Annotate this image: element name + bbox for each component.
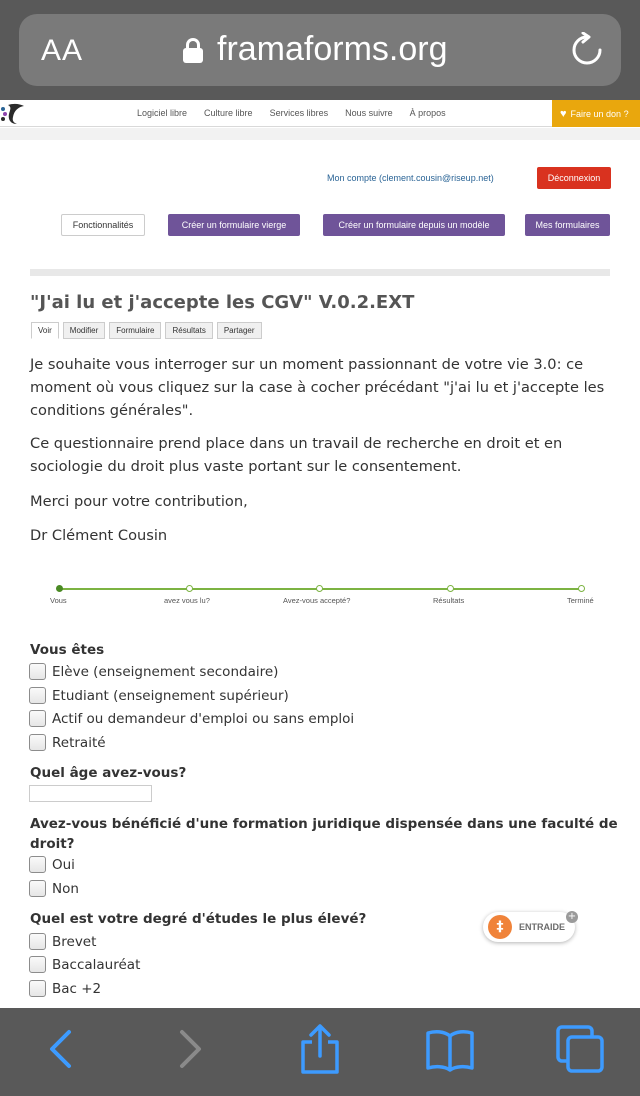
features-button[interactable]: Fonctionnalités bbox=[61, 214, 145, 236]
checkbox-option[interactable] bbox=[29, 856, 75, 873]
help-signpost-icon: ‡ bbox=[488, 915, 512, 939]
nav-link-a-propos[interactable]: À propos bbox=[409, 108, 446, 118]
progress-step-dot bbox=[186, 585, 193, 592]
framasoft-nav-links bbox=[137, 108, 463, 118]
checkbox[interactable] bbox=[29, 956, 46, 973]
checkbox-option[interactable] bbox=[29, 734, 106, 751]
form-tabs bbox=[31, 322, 262, 339]
checkbox[interactable] bbox=[29, 933, 46, 950]
bookmarks-icon[interactable] bbox=[425, 1024, 475, 1074]
text-size-label: AA bbox=[41, 34, 84, 67]
question-label: Vous êtes bbox=[30, 642, 105, 658]
option-label: Bac +2 bbox=[52, 980, 102, 997]
donate-label: Faire un don ? bbox=[570, 108, 629, 119]
intro-paragraph: Je souhaite vous interroger sur un moment passionnant de votre vie 3.0: ce moment où vous cliquez sur la case à cocher précédant "j'ai lu et j'accepte les conditions générales". bbox=[30, 356, 605, 419]
checkbox-option[interactable] bbox=[29, 956, 140, 973]
create-from-template-button[interactable]: Créer un formulaire depuis un modèle bbox=[323, 214, 505, 236]
top-divider bbox=[0, 128, 640, 140]
checkbox[interactable] bbox=[29, 980, 46, 997]
intro-signature: Dr Clément Cousin bbox=[30, 527, 168, 544]
progress-step-label: avez vous lu? bbox=[164, 596, 210, 605]
checkbox-option[interactable] bbox=[29, 663, 278, 680]
checkbox[interactable] bbox=[29, 710, 46, 727]
option-label: Retraité bbox=[52, 734, 106, 751]
option-label: Elève (enseignement secondaire) bbox=[52, 663, 279, 680]
intro-paragraph: Merci pour votre contribution, bbox=[30, 493, 248, 510]
tab-modifier[interactable]: Modifier bbox=[63, 322, 105, 339]
question-label: Avez-vous bénéficié d'une formation juridique dispensée dans une faculté de droit? bbox=[30, 816, 618, 852]
progress-step-label: Terminé bbox=[567, 596, 594, 605]
checkbox-option[interactable] bbox=[29, 710, 354, 727]
page-title: "J'ai lu et j'accepte les CGV" V.0.2.EXT bbox=[30, 292, 415, 313]
checkbox[interactable] bbox=[29, 734, 46, 751]
tab-partager[interactable]: Partager bbox=[217, 322, 262, 339]
my-forms-button[interactable]: Mes formulaires bbox=[525, 214, 610, 236]
section-divider bbox=[30, 269, 610, 276]
progress-step-label: Résultats bbox=[433, 596, 465, 605]
checkbox[interactable] bbox=[29, 880, 46, 897]
nav-link-logiciel-libre[interactable]: Logiciel libre bbox=[137, 108, 188, 118]
nav-link-services-libres[interactable]: Services libres bbox=[269, 108, 329, 118]
plus-icon[interactable]: + bbox=[567, 911, 577, 922]
progress-step-dot bbox=[56, 585, 63, 592]
donate-button[interactable] bbox=[552, 100, 640, 127]
option-label: Brevet bbox=[52, 933, 97, 950]
option-label: Non bbox=[52, 880, 79, 897]
age-input[interactable] bbox=[29, 785, 152, 802]
forward-icon[interactable] bbox=[165, 1024, 215, 1074]
nav-link-nous-suivre[interactable]: Nous suivre bbox=[345, 108, 393, 118]
option-label: Actif ou demandeur d'emploi ou sans emploi bbox=[52, 710, 355, 727]
checkbox-option[interactable] bbox=[29, 933, 96, 950]
checkbox[interactable] bbox=[29, 687, 46, 704]
browser-top-bar bbox=[0, 0, 640, 100]
logout-button[interactable]: Déconnexion bbox=[537, 167, 611, 189]
option-label: Oui bbox=[52, 856, 75, 873]
question-label: Quel âge avez-vous? bbox=[30, 765, 187, 781]
progress-step-dot bbox=[316, 585, 323, 592]
lock-icon bbox=[183, 38, 203, 64]
account-link[interactable]: Mon compte (clement.cousin@riseup.net) bbox=[327, 173, 494, 183]
back-icon[interactable] bbox=[36, 1024, 86, 1074]
progress-step-label: Avez-vous accepté? bbox=[283, 596, 351, 605]
question-label: Quel est votre degré d'études le plus élevé? bbox=[30, 911, 367, 927]
checkbox-option[interactable] bbox=[29, 687, 289, 704]
framasoft-logo-icon[interactable] bbox=[0, 101, 26, 125]
progress-step-label: Vous bbox=[50, 596, 67, 605]
url-domain[interactable]: framaforms.org bbox=[217, 30, 448, 68]
entraide-label: ENTRAIDE bbox=[519, 922, 566, 932]
create-blank-form-button[interactable]: Créer un formulaire vierge bbox=[168, 214, 300, 236]
nav-link-culture-libre[interactable]: Culture libre bbox=[204, 108, 253, 118]
tab-voir[interactable]: Voir bbox=[31, 322, 59, 339]
tabs-icon[interactable] bbox=[555, 1024, 605, 1074]
entraide-help-button[interactable] bbox=[483, 912, 575, 942]
tab-formulaire[interactable]: Formulaire bbox=[109, 322, 161, 339]
intro-paragraph: Ce questionnaire prend place dans un travail de recherche en droit et en sociologie du droit plus vaste portant sur le consentement. bbox=[30, 435, 563, 475]
progress-step-dot bbox=[578, 585, 585, 592]
checkbox-option[interactable] bbox=[29, 980, 101, 997]
checkbox-option[interactable] bbox=[29, 880, 79, 897]
option-label: Etudiant (enseignement supérieur) bbox=[52, 687, 289, 704]
checkbox[interactable] bbox=[29, 663, 46, 680]
text-size-button[interactable] bbox=[41, 34, 83, 68]
heart-icon: ♥ bbox=[560, 107, 567, 120]
framasoft-nav bbox=[0, 100, 640, 127]
progress-step-dot bbox=[447, 585, 454, 592]
checkbox[interactable] bbox=[29, 856, 46, 873]
option-label: Baccalauréat bbox=[52, 956, 141, 973]
address-bar[interactable] bbox=[19, 14, 621, 86]
reload-icon[interactable] bbox=[569, 32, 605, 68]
tab-resultats[interactable]: Résultats bbox=[165, 322, 212, 339]
share-icon[interactable] bbox=[295, 1024, 345, 1074]
